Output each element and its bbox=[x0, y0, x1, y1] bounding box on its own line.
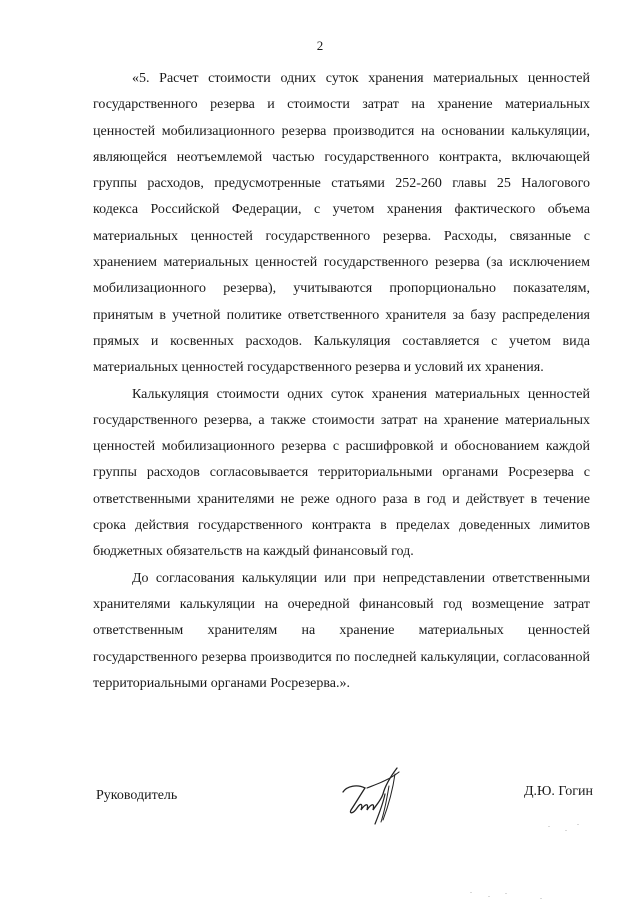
scan-speck bbox=[540, 898, 542, 899]
scan-speck bbox=[548, 826, 550, 827]
paragraph-3: До согласования калькуляции или при непредставлении ответственными хранителями калькуляции на очередной финансовый год возмещение затрат ответственным хранителям на хранение материальных ценностей государственного резерва производится по последней калькуляции, согласованной территориальными органами Росрезерва.». bbox=[93, 570, 590, 691]
scan-speck bbox=[565, 830, 567, 831]
signatory-role: Руководитель bbox=[96, 788, 178, 803]
document-body bbox=[93, 66, 590, 697]
paragraph-1: «5. Расчет стоимости одних суток хранения материальных ценностей государственного резерва и стоимости затрат на хранение материальных ценностей мобилизационного резерва производится на основании калькуляции, являющейся неотъемлемой частью государственного контракта, включающей группы расходов, предусмотренные статьями 252-260 главы 25 Налогового кодекса Российской Федерации, с учетом хранения фактического объема материальных ценностей государственного резерва. Расходы, связанные с хранением материальных ценностей государственного резерва (за исключением мобилизационного резерва), учитываются пропорционально показателям, принятым в учетной политике ответственного хранителя за базу распределения прямых и косвенных расходов. Калькуляция составляется с учетом вида материальных ценностей государственного резерва и условий их хранения. bbox=[93, 71, 590, 376]
paragraph-2: Калькуляция стоимости одних суток хранения материальных ценностей государственного резерва, а также стоимости затрат на хранение материальных ценностей мобилизационного резерва с расшифровкой и обоснованием каждой группы расходов согласовывается территориальными органами Росрезерва с ответственными хранителями не реже одного раза в год и действует в течение срока действия государственного контракта в пределах доведенных лимитов бюджетных обязательств на каждый финансовый год. bbox=[93, 386, 590, 560]
scan-speck bbox=[470, 892, 472, 893]
scan-speck bbox=[488, 896, 490, 897]
scan-speck bbox=[577, 824, 579, 825]
scan-speck bbox=[505, 893, 507, 894]
signatory-name: Д.Ю. Гогин bbox=[523, 784, 593, 799]
page-number: 2 bbox=[316, 38, 324, 53]
handwritten-signature bbox=[337, 764, 412, 828]
signature-block bbox=[93, 782, 593, 842]
